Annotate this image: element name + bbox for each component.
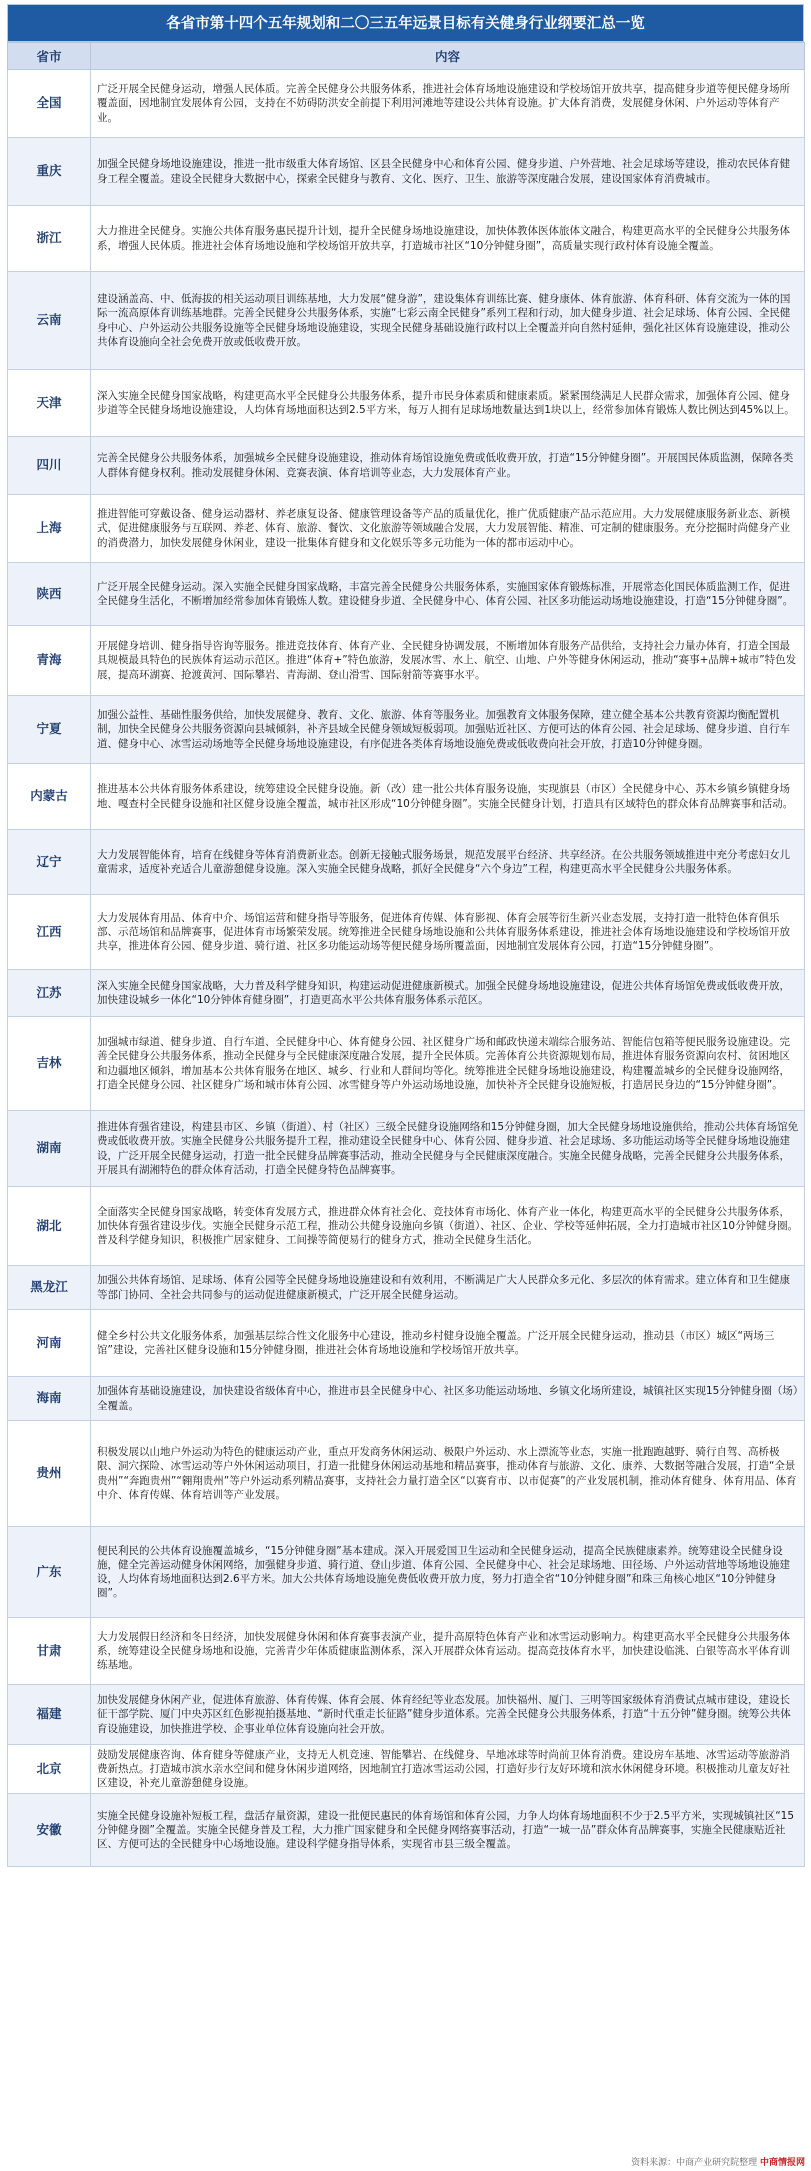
province-cell: 湖北 [8, 1187, 91, 1266]
content-cell [91, 1111, 805, 1187]
table-row [8, 1618, 805, 1685]
content-text: 全面落实全民健身国家战略，转变体育发展方式，推进群众体育社会化、竞技体育市场化、体育产业一体化，构建更高水平的全民健身公共服务体系，加快体育强省建设步伐。实施全民健身示范工程，推动公共健身设施向乡镇（街道）、社区、企业、学校等延伸拓展，全力打造城市社区10分钟健身圈。普及科学健身知识，积极推广居家健身、工间操等简便易行的健身方式，推动全民健身生活化。 [97, 1205, 799, 1247]
header-content: 内容 [91, 43, 805, 70]
content-cell [91, 1745, 805, 1794]
table-row [8, 696, 805, 764]
table-row [8, 1745, 805, 1794]
content-cell [91, 970, 805, 1017]
province-cell: 广东 [8, 1527, 91, 1618]
table-row [8, 1017, 805, 1111]
content-cell [91, 1377, 805, 1421]
table-row [8, 830, 805, 895]
header-province: 省市 [8, 43, 91, 70]
table-row [8, 138, 805, 206]
table-row [8, 563, 805, 626]
province-cell: 福建 [8, 1685, 91, 1745]
content-text: 广泛开展全民健身运动。深入实施全民健身国家战略，丰富完善全民健身公共服务体系，实施国家体育锻炼标准，开展常态化国民体质监测工作，促进全民健身生活化，不断增加经常参加体育锻炼人数。建设健身步道、全民健身中心、体育公园、社区多功能运动场地设施建设，打造“15分钟健身圈”。 [97, 580, 794, 607]
content-text: 深入实施全民健身国家战略，构建更高水平全民健身公共服务体系，提升市民身体素质和健康素质。紧紧围绕满足人民群众需求，加强体育公园、健身步道等全民健身场地设施建设，人均体育场地面积达到2.5平方米，每万人拥有足球场地数量达到1块以上，经常参加体育锻炼人数比例达到45%以上。 [97, 389, 795, 416]
province-cell: 湖南 [8, 1111, 91, 1187]
content-text: 大力发展假日经济和冬日经济，加快发展健身休闲和体育赛事表演产业，提升高原特色体育产业和冰雪运动影响力。构建更高水平全民健身公共服务体系，统筹建设全民健身场地和设施，完善青少年体质健康监测体系，深入开展群众体育运动。提高竞技体育水平，加快建设临洮、白银等高水平体育训练基地。 [97, 1630, 790, 1672]
table-row [8, 1310, 805, 1377]
table-row [8, 1794, 805, 1867]
content-text: 加强城市绿道、健身步道、自行车道、全民健身中心、体育健身公园、社区健身广场和邮政快递末端综合服务站、智能信包箱等便民服务设施建设。完善全民健身公共服务体系，推动全民健身与全民健康深度融合发展，提升全民体质。完善体育公共资源规划布局，推进体育服务资源向农村、贫困地区和边疆地区倾斜，增加基本公共体育服务在地区、城乡、行业和人群间均等化。统筹推进全民健身场地设施建设，构建覆盖城乡的全民健身设施网络，打造全民健身公园、社区健身广场和城市体育公园、冰雪健身等户外运动场地设施，加快补齐全民健身设施短板，打造居民身边的“15分钟健身圈”。 [97, 1036, 790, 1091]
summary-page [7, 4, 804, 2167]
province-cell: 江苏 [8, 970, 91, 1017]
content-cell [91, 206, 805, 272]
province-cell: 河南 [8, 1310, 91, 1377]
content-cell [91, 764, 805, 830]
province-cell: 天津 [8, 370, 91, 437]
table-row [8, 70, 805, 138]
province-cell: 重庆 [8, 138, 91, 206]
content-cell [91, 626, 805, 696]
table-row [8, 370, 805, 437]
content-cell [91, 1310, 805, 1377]
table-row [8, 970, 805, 1017]
footer-source [631, 2155, 805, 2168]
table-row [8, 1421, 805, 1527]
table-row [8, 895, 805, 970]
content-cell [91, 1187, 805, 1266]
summary-table [7, 42, 805, 1867]
province-cell: 贵州 [8, 1421, 91, 1527]
province-cell: 全国 [8, 70, 91, 138]
table-row [8, 764, 805, 830]
table-row [8, 1685, 805, 1745]
table-row [8, 1377, 805, 1421]
content-cell [91, 1266, 805, 1310]
table-row [8, 1111, 805, 1187]
content-text: 加快发展健身休闲产业，促进体育旅游、体育传媒、体育会展、体育经纪等业态发展。加快福州、厦门、三明等国家级体育消费试点城市建设，建设长征干部学院、厦门中央苏区红色影视拍摄基地、“新时代重走长征路”健身步道体系。完善全民健身公共服务体系，打造“十五分钟”健身圈。统筹公共体育设施建设，加快推进学校、企事业单位体育设施向社会开放。 [97, 1694, 791, 1735]
content-text: 推进体育强省建设，构建县市区、乡镇（街道）、村（社区）三级全民健身设施网络和15分钟健身圈，加大全民健身场地设施供给，推动公共体育场馆免费或低收费开放。实施全民健身公共服务提升工程，推动建设全民健身中心、体育公园、健身步道、社会足球场、多功能运动场等全民健身场地设施建设，广泛开展全民健身运动，打造一批全民健身品牌赛事活动，推动全民健身与全民健康深度融合。实施全民健身战略，完善全民健身公共服务体系，开展具有湖湘特色的群众体育活动，打造全民健身特色品牌赛事。 [97, 1121, 799, 1176]
content-cell [91, 1794, 805, 1867]
table-row [8, 626, 805, 696]
province-cell: 北京 [8, 1745, 91, 1794]
content-text: 大力发展智能体育，培育在线健身等体育消费新业态。创新无接触式服务场景，规范发展平台经济、共享经济。在公共服务领域推进中充分考虑妇女儿童需求，适度补充适合儿童游憩健身设施。深入实施全民健身战略，抓好全民健身“六个身边”工程，构建更高水平全民健身公共服务体系。 [97, 848, 790, 875]
content-text: 大力推进全民健身。实施公共体育服务惠民提升计划，提升全民健身场地设施建设，加快体教体医体旅体文融合，构建更高水平的全民健身公共服务体系，增强人民体质。推进社会体育场地设施和学校场馆开放共享，打造城市社区“10分钟健身圈”，高质量实现行政村体育设施全覆盖。 [97, 225, 790, 252]
content-text: 实施全民健身设施补短板工程，盘活存量资源，建设一批便民惠民的体育场馆和体育公园，力争人均体育场地面积不少于2.5平方米，实现城镇社区“15分钟健身圈”全覆盖。实施全民健身普及工程，大力推广国家健身和全民健身网络赛事活动，打造“一城一品”群众体育品牌赛事，实施全民健康贴近社区、方便可达的全民健身中心场地设施。建设科学健身指导体系，实现省市县三级全覆盖。 [97, 1809, 794, 1851]
province-cell: 四川 [8, 437, 91, 495]
content-text: 加强全民健身场地设施建设，推进一批市级重大体育场馆、区县全民健身中心和体育公园、健身步道、户外营地、社会足球场等建设，推动农民体育健身工程全覆盖。建设全民健身大数据中心，探索全民健身与教育、文化、医疗、卫生、旅游等深度融合发展，建设国家体育消费城市。 [97, 158, 790, 185]
content-cell [91, 1618, 805, 1685]
content-text: 深入实施全民健身国家战略，大力普及科学健身知识，构建运动促进健康新模式。加强全民健身场地设施建设，促进公共体育场馆免费或低收费开放，加快建设城乡一体化“10分钟体育健身圈”，打造更高水平公共体育服务体系示范区。 [97, 979, 790, 1006]
province-cell: 甘肃 [8, 1618, 91, 1685]
content-text: 健全乡村公共文化服务体系，加强基层综合性文化服务中心建设，推动乡村健身设施全覆盖。广泛开展全民健身运动，推动县（市区）城区“两场三馆”建设，完善社区健身设施和15分钟健身圈，推进社会体育场地设施和学校场馆开放共享。 [97, 1329, 775, 1356]
content-cell [91, 272, 805, 370]
province-cell: 浙江 [8, 206, 91, 272]
content-cell [91, 70, 805, 138]
table-row [8, 1266, 805, 1310]
content-cell [91, 830, 805, 895]
content-cell [91, 1527, 805, 1618]
table-row [8, 1527, 805, 1618]
content-text: 便民利民的公共体育设施覆盖城乡，“15分钟健身圈”基本建成。深入开展爱国卫生运动和全民健身运动，提高全民族健康素养。统筹建设全民健身设施，健全完善运动健身休闲网络，加强健身步道、骑行道、登山步道、体育公园、全民健身中心、社会足球场地、田径场、户外运动营地等场地设施建设，人均体育场地面积达到2.6平方米。加大公共体育场地设施免费低收费开放力度，努力打造全省“10分钟健身圈”和珠三角核心地区“10分钟健身圈”。 [97, 1544, 790, 1600]
content-text: 鼓励发展健康咨询、体育健身等健康产业，支持无人机竞速、智能攀岩、在线健身、旱地冰球等时尚前卫体育消费。建设房车基地、冰雪运动等旅游消费新热点。打造城市滨水亲水空间和健身休闲步道网络，因地制宜打造冰雪运动公园，打造好步行友好环境和滨水休闲健身环境。积极推动儿童友好社区建设，补充儿童游憩健身设施。 [97, 1748, 790, 1790]
content-text: 开展健身培训、健身指导咨询等服务。推进竞技体育、体育产业、全民健身协调发展，不断增加体育服务产品供给，支持社会力量办体育，打造全国最具规模最具特色的民族体育运动示范区。推进“体育+”特色旅游，发展冰雪、水上、航空、山地、户外等健身休闲运动，推动“赛事+品牌+城市”特色发展，提高环湖赛、抢渡黄河、国际攀岩、青海湖、登山滑雪、国际射箭等赛事水平。 [97, 640, 797, 681]
province-cell: 辽宁 [8, 830, 91, 895]
table-body [8, 70, 805, 1867]
content-cell [91, 495, 805, 563]
content-text: 广泛开展全民健身运动，增强人民体质。完善全民健身公共服务体系，推进社会体育场地设施建设和学校场馆开放共享，提高健身步道等便民健身场所覆盖面，因地制宜发展体育公园，支持在不妨碍防洪安全前提下利用河滩地等建设公共体育设施。扩大体育消费，发展健身休闲、户外运动等体育产业。 [97, 83, 790, 124]
content-text: 积极发展以山地户外运动为特色的健康运动产业，重点开发商务休闲运动、极限户外运动、水上漂流等业态，实施一批跑跑越野、骑行自驾、高桥极限、洞穴探险、冰雪运动等户外休闲运动项目，打造一批健身休闲运动基地和精品赛事，推动体育与旅游、文化、康养、大数据等融合发展，打造“全景贵州”“奔跑贵州”“翱翔贵州”等户外运动系列精品赛事，支持社会力量打造全区“以赛育市、以市促赛”的产业发展机制，推动体育健身、体育用品、体育中介、体育传媒、体育培训等产业发展。 [97, 1446, 797, 1501]
content-cell [91, 138, 805, 206]
source-text: 资料来源：中商产业研究院整理 [631, 2158, 758, 2168]
province-cell: 上海 [8, 495, 91, 563]
table-row [8, 206, 805, 272]
table-title: 各省市第十四个五年规划和二〇三五年远景目标有关健身行业纲要汇总一览 [7, 4, 804, 42]
table-row [8, 437, 805, 495]
content-text: 大力发展体育用品、体育中介、场馆运营和健身指导等服务，促进体育传媒、体育影视、体育会展等衍生新兴业态发展，支持打造一批特色体育俱乐部、示范场馆和品牌赛事，促进体育市场繁荣发展。统筹推进全民健身场地设施和公共体育服务体系建设，推进社会体育场地设施建设和学校场馆开放共享，推进体育公园、健身步道、骑行道、社区多功能运动场等便民健身场所覆盖面，因地制宜发展体育公园，打造“15分钟健身圈”。 [97, 911, 790, 953]
content-text: 加强公益性、基础性服务供给，加快发展健身、教育、文化、旅游、体育等服务业。加强教育文体服务保障，建立健全基本公共教育资源均衡配置机制，加快全民健身公共服务资源向县城倾斜，补齐县域全民健身领域短板弱项。加强贴近社区、方便可达的体育公园、社会足球场、健身步道、自行车道、健身中心、冰雪运动场地等全民健身场地设施建设，有序促进各类体育场地设施免费或低收费向社会开放，打造10分钟健身圈。 [97, 709, 790, 750]
province-cell: 陕西 [8, 563, 91, 626]
content-cell [91, 895, 805, 970]
table-row [8, 272, 805, 370]
table-row [8, 1187, 805, 1266]
content-cell [91, 1017, 805, 1111]
content-cell [91, 696, 805, 764]
content-cell [91, 1685, 805, 1745]
content-text: 推进智能可穿戴设备、健身运动器材、养老康复设备、健康管理设备等产品的质量优化，推广优质健康产品示范应用。大力发展健康服务新业态、新模式，促进健康服务与互联网、养老、体育、旅游、餐饮、文化旅游等领域融合发展，大力发展智能、精准、可定制的健康服务。充分挖掘时尚健身产业的消费潜力，加快发展健身休闲业，建设一批集体育健身和文化娱乐等多元功能为一体的都市运动中心。 [97, 508, 790, 549]
province-cell: 黑龙江 [8, 1266, 91, 1310]
content-text: 建设涵盖高、中、低海拔的相关运动项目训练基地，大力发展“健身游”，建设集体育训练比赛、健身康体、体育旅游、体育科研、体育交流为一体的国际一流高原体育训练基地群。完善全民健身公共服务体系，实施“七彩云南全民健身”系列工程和行动，加大健身步道、社会足球场、体育公园、全民健身中心、户外运动公共服务设施等全民健身场地设施建设，实现全民健身基础设施行政村以上全覆盖并向自然村延伸，强化社区体育设施建设，推动公共体育设施向全社会免费开放或低收费开放。 [97, 293, 791, 348]
content-text: 推进基本公共体育服务体系建设，统筹建设全民健身设施。新（改）建一批公共体育服务设施，实现旗县（市区）全民健身中心、苏木乡镇乡镇健身场地、嘎查村全民健身设施和社区健身设施全覆盖，城市社区形成“10分钟健身圈”。实施全民健身计划，打造具有区域特色的群众体育品牌赛事和活动。 [97, 783, 794, 810]
content-text: 加强体育基础设施建设，加快建设省级体育中心，推进市县全民健身中心、社区多功能运动场地、乡镇文化场所建设，城镇社区实现15分钟健身圈（场）全覆盖。 [97, 1385, 799, 1412]
content-cell [91, 563, 805, 626]
content-text: 完善全民健身公共服务体系，加强城乡全民健身设施建设，推动体育场馆设施免费或低收费开放，打造“15分钟健身圈”。开展国民体质监测，保障各类人群体育健身权利。推动发展健身休闲、竞赛表演、体育培训等业态，大力发展体育产业。 [97, 452, 794, 479]
brand-mark: 中商情报网 [759, 2158, 805, 2168]
province-cell: 江西 [8, 895, 91, 970]
content-cell [91, 437, 805, 495]
province-cell: 云南 [8, 272, 91, 370]
province-cell: 青海 [8, 626, 91, 696]
province-cell: 海南 [8, 1377, 91, 1421]
content-cell [91, 1421, 805, 1527]
table-row [8, 495, 805, 563]
province-cell: 宁夏 [8, 696, 91, 764]
content-text: 加强公共体育场馆、足球场、体育公园等全民健身场地设施建设和有效利用，不断满足广大人民群众多元化、多层次的体育需求。建立体育和卫生健康等部门协同、全社会共同参与的运动促进健康新模式，广泛开展全民健身运动。 [97, 1274, 790, 1301]
table-header-row [8, 43, 805, 70]
content-cell [91, 370, 805, 437]
province-cell: 安徽 [8, 1794, 91, 1867]
province-cell: 内蒙古 [8, 764, 91, 830]
province-cell: 吉林 [8, 1017, 91, 1111]
